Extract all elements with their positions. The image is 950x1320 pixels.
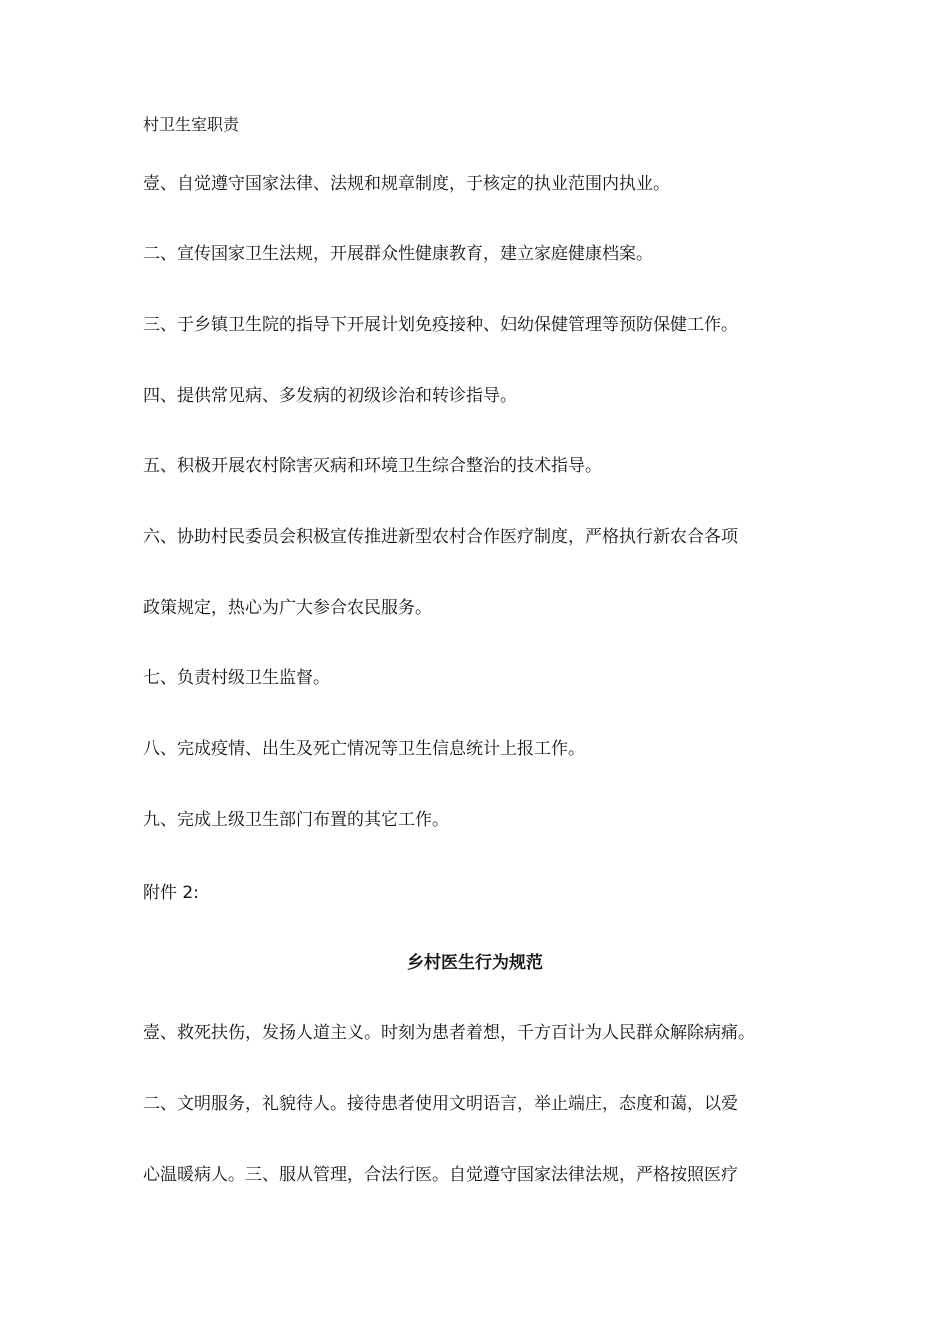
duty-line-9: 九、完成上级卫生部门布置的其它工作。 bbox=[143, 810, 449, 830]
document-title: 村卫生室职责 bbox=[143, 115, 240, 134]
section-title: 乡村医生行为规范 bbox=[407, 953, 543, 973]
duty-line-7: 七、负责村级卫生监督。 bbox=[143, 668, 330, 688]
duty-line-2: 二、宣传国家卫生法规，开展群众性健康教育，建立家庭健康档案。 bbox=[143, 244, 653, 264]
attachment-label: 附件 2: bbox=[143, 883, 199, 903]
norm-line-3: 心温暖病人。三、服从管理，合法行医。自觉遵守国家法律法规，严格按照医疗 bbox=[143, 1165, 738, 1185]
duty-line-8: 八、完成疫情、出生及死亡情况等卫生信息统计上报工作。 bbox=[143, 739, 585, 759]
duty-line-6-continued: 政策规定，热心为广大参合农民服务。 bbox=[143, 598, 432, 618]
duty-line-3: 三、于乡镇卫生院的指导下开展计划免疫接种、妇幼保健管理等预防保健工作。 bbox=[143, 315, 738, 335]
duty-line-6: 六、协助村民委员会积极宣传推进新型农村合作医疗制度，严格执行新农合各项 bbox=[143, 527, 738, 547]
norm-line-1: 壹、救死扶伤，发扬人道主义。时刻为患者着想，千方百计为人民群众解除病痛。 bbox=[143, 1023, 755, 1043]
duty-line-5: 五、积极开展农村除害灭病和环境卫生综合整治的技术指导。 bbox=[143, 456, 602, 476]
duty-line-4: 四、提供常见病、多发病的初级诊治和转诊指导。 bbox=[143, 386, 517, 406]
duty-line-1: 壹、自觉遵守国家法律、法规和规章制度，于核定的执业范围内执业。 bbox=[143, 174, 670, 194]
norm-line-2: 二、文明服务，礼貌待人。接待患者使用文明语言，举止端庄，态度和蔼，以爱 bbox=[143, 1094, 738, 1114]
